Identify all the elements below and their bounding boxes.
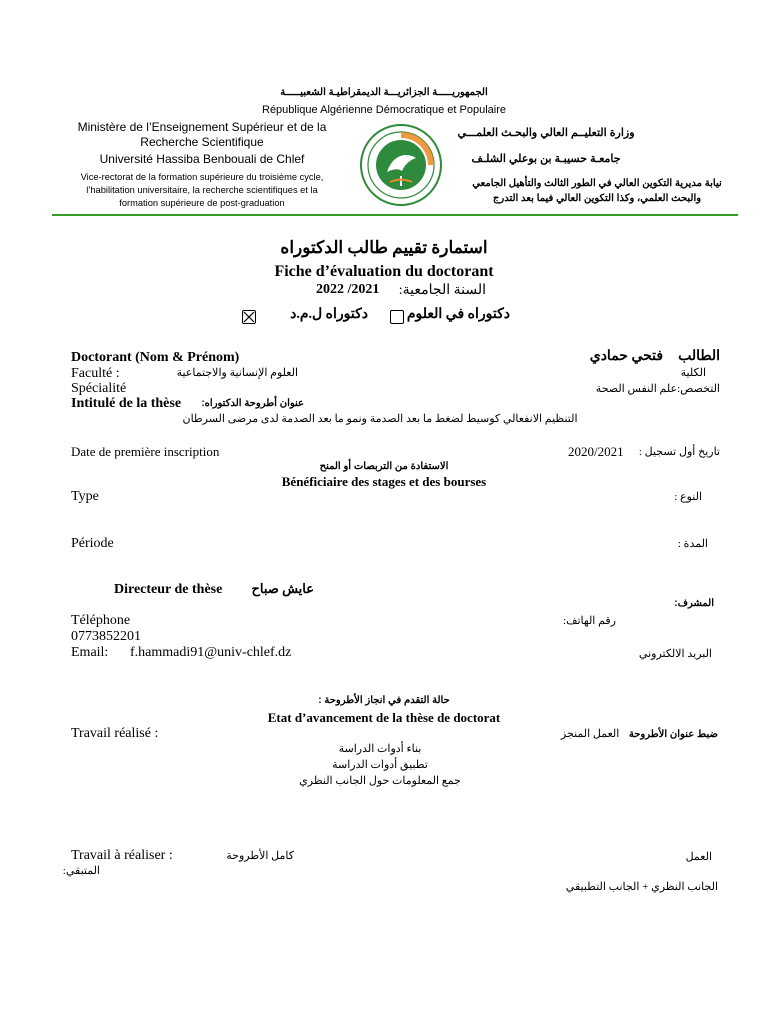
student-name-label-fr: Doctorant (Nom & Prénom) (71, 350, 240, 365)
progress-title-ar: حالة التقدم في انجاز الأطروحة : (318, 695, 450, 706)
ministry-fr-line2: Recherche Scientifique (140, 135, 264, 149)
work-done-item: تطبيق أدوات الدراسة (332, 759, 428, 771)
academic-year-number: 2022 /2021 (316, 282, 380, 297)
option-sciences-label: دكتوراه في العلوم (406, 307, 510, 322)
thesis-title-value: التنظيم الانفعالي كوسيط لضغط ما بعد الصدمة ونمو ما بعد الصدمة لدى مرضى السرطان (182, 413, 578, 425)
university-logo (360, 124, 442, 206)
header-republic-ar: الجمهوريـــــة الجزائريـــة الديمقراطيـة الشعبيـــــة (280, 87, 488, 98)
vice-fr-line2: l’habilitation universitaire, la recherche scientifiques et la (86, 185, 318, 195)
stage-period-label-fr: Période (71, 536, 114, 551)
director-label-ar: المشرف: (674, 598, 714, 609)
email-value[interactable]: f.hammadi91@univ-chlef.dz (130, 645, 292, 660)
sciences-checkbox-box[interactable] (390, 310, 404, 324)
title-fr: Fiche d’évaluation du doctorant (274, 263, 494, 280)
sciences-checkbox[interactable] (390, 308, 404, 326)
vice-ar-line2: والبحث العلمي، وكذا التكوين العالي فيما بعد التدرج (492, 193, 702, 204)
academic-year-label: السنة الجامعية: (398, 283, 486, 298)
stage-type-label-fr: Type (71, 489, 99, 504)
phone-label-fr: Téléphone (71, 613, 131, 628)
email-label-ar: البريد الالكتروني (638, 648, 712, 660)
work-done-item: بناء أدوات الدراسة (338, 743, 422, 755)
work-todo-label-ar: العمل (685, 851, 712, 863)
work-todo-detail: الجانب النظري + الجانب التطبيقي (565, 881, 718, 893)
first-registration-value: 2020/2021 (568, 444, 624, 459)
work-done-label-ar: العمل المنجز (560, 728, 620, 740)
stage-period-label-ar: المدة : (677, 538, 708, 550)
work-done-item: جمع المعلومات حول الجانب النظري (299, 775, 461, 787)
director-label-fr: Directeur de thèse (114, 582, 223, 597)
stages-title-fr: Bénéficiaire des stages et des bourses (281, 474, 487, 489)
faculty-label-fr: Faculté : (71, 366, 120, 381)
work-done-item-title: ضبط عنوان الأطروحة (628, 729, 718, 740)
faculty-label-ar: الكلية (680, 367, 706, 379)
specialty-label-fr: Spécialité (71, 381, 127, 396)
header-republic-fr: République Algérienne Démocratique et Populaire (262, 104, 506, 116)
specialty-label-ar: التخصص: (677, 383, 720, 395)
academic-year-value (316, 282, 379, 298)
stages-title-ar: الاستفادة من التربصات أو المنح (319, 461, 449, 472)
vice-ar-line1: نيابة مديرية التكوين العالي في الطور الثالث والتأهيل الجامعي (472, 178, 722, 189)
student-name-value: فتحي حمادي (589, 349, 664, 364)
header-left-block (52, 120, 352, 210)
lmd-checkbox-box[interactable] (242, 310, 256, 324)
phone-value: 0773852201 (71, 629, 141, 644)
thesis-label-ar: عنوان أطروحة الدكتوراه: (201, 398, 304, 409)
work-done-list (240, 741, 520, 789)
first-registration-label-fr: Date de première inscription (71, 444, 220, 459)
first-registration-label-ar: تاريخ أول تسجيل : (638, 446, 720, 458)
stage-type-label-ar: النوع : (674, 491, 702, 503)
student-name-label-ar: الطالب (678, 349, 720, 364)
progress-title-fr: Etat d’avancement de la thèse de doctorat (267, 710, 501, 725)
university-fr: Université Hassiba Benbouali de Chlef (99, 152, 305, 166)
checked-x-icon (243, 311, 255, 323)
work-done-label-fr: Travail réalisé : (71, 726, 159, 741)
work-todo-value: كامل الأطروحة (226, 850, 294, 862)
work-todo-label-ar2: المتبقي: (62, 865, 100, 877)
ministry-ar: وزارة التعليــم العالي والبحـث العلمـــي (457, 127, 635, 139)
vice-fr-line3: formation supérieure de post-graduation (119, 198, 285, 208)
vice-fr-line1: Vice-rectorat de la formation supérieure du troisième cycle, (80, 172, 324, 182)
lmd-checkbox[interactable] (242, 308, 256, 326)
work-done-row-ar (470, 727, 718, 740)
vice-rectorat-fr (52, 171, 352, 210)
student-name-row-ar (560, 348, 720, 365)
work-todo-label-fr: Travail à réaliser : (71, 848, 173, 863)
ministry-fr-line1: Ministère de l’Enseignement Supérieur et de la (77, 120, 327, 134)
specialty-value: علم النفس الصحة (595, 383, 678, 395)
specialty-row-ar (560, 382, 720, 395)
phone-label-ar: رقم الهاتف: (563, 615, 616, 627)
option-lmd-label: دكتوراه ل.م.د (290, 307, 368, 322)
faculty-value: العلوم الإنسانية والاجتماعية (176, 367, 298, 379)
director-name-value: عايش صباح (251, 581, 314, 596)
header-divider (52, 214, 738, 216)
university-ar: جامعـة حسيبـة بن بوعلي الشلـف (471, 153, 621, 165)
title-ar: استمارة تقييم طالب الدكتوراه (280, 238, 488, 257)
email-label-fr: Email: (71, 645, 109, 660)
vice-rectorat-ar (454, 176, 740, 206)
thesis-label-fr: Intitulé de la thèse (71, 396, 182, 411)
